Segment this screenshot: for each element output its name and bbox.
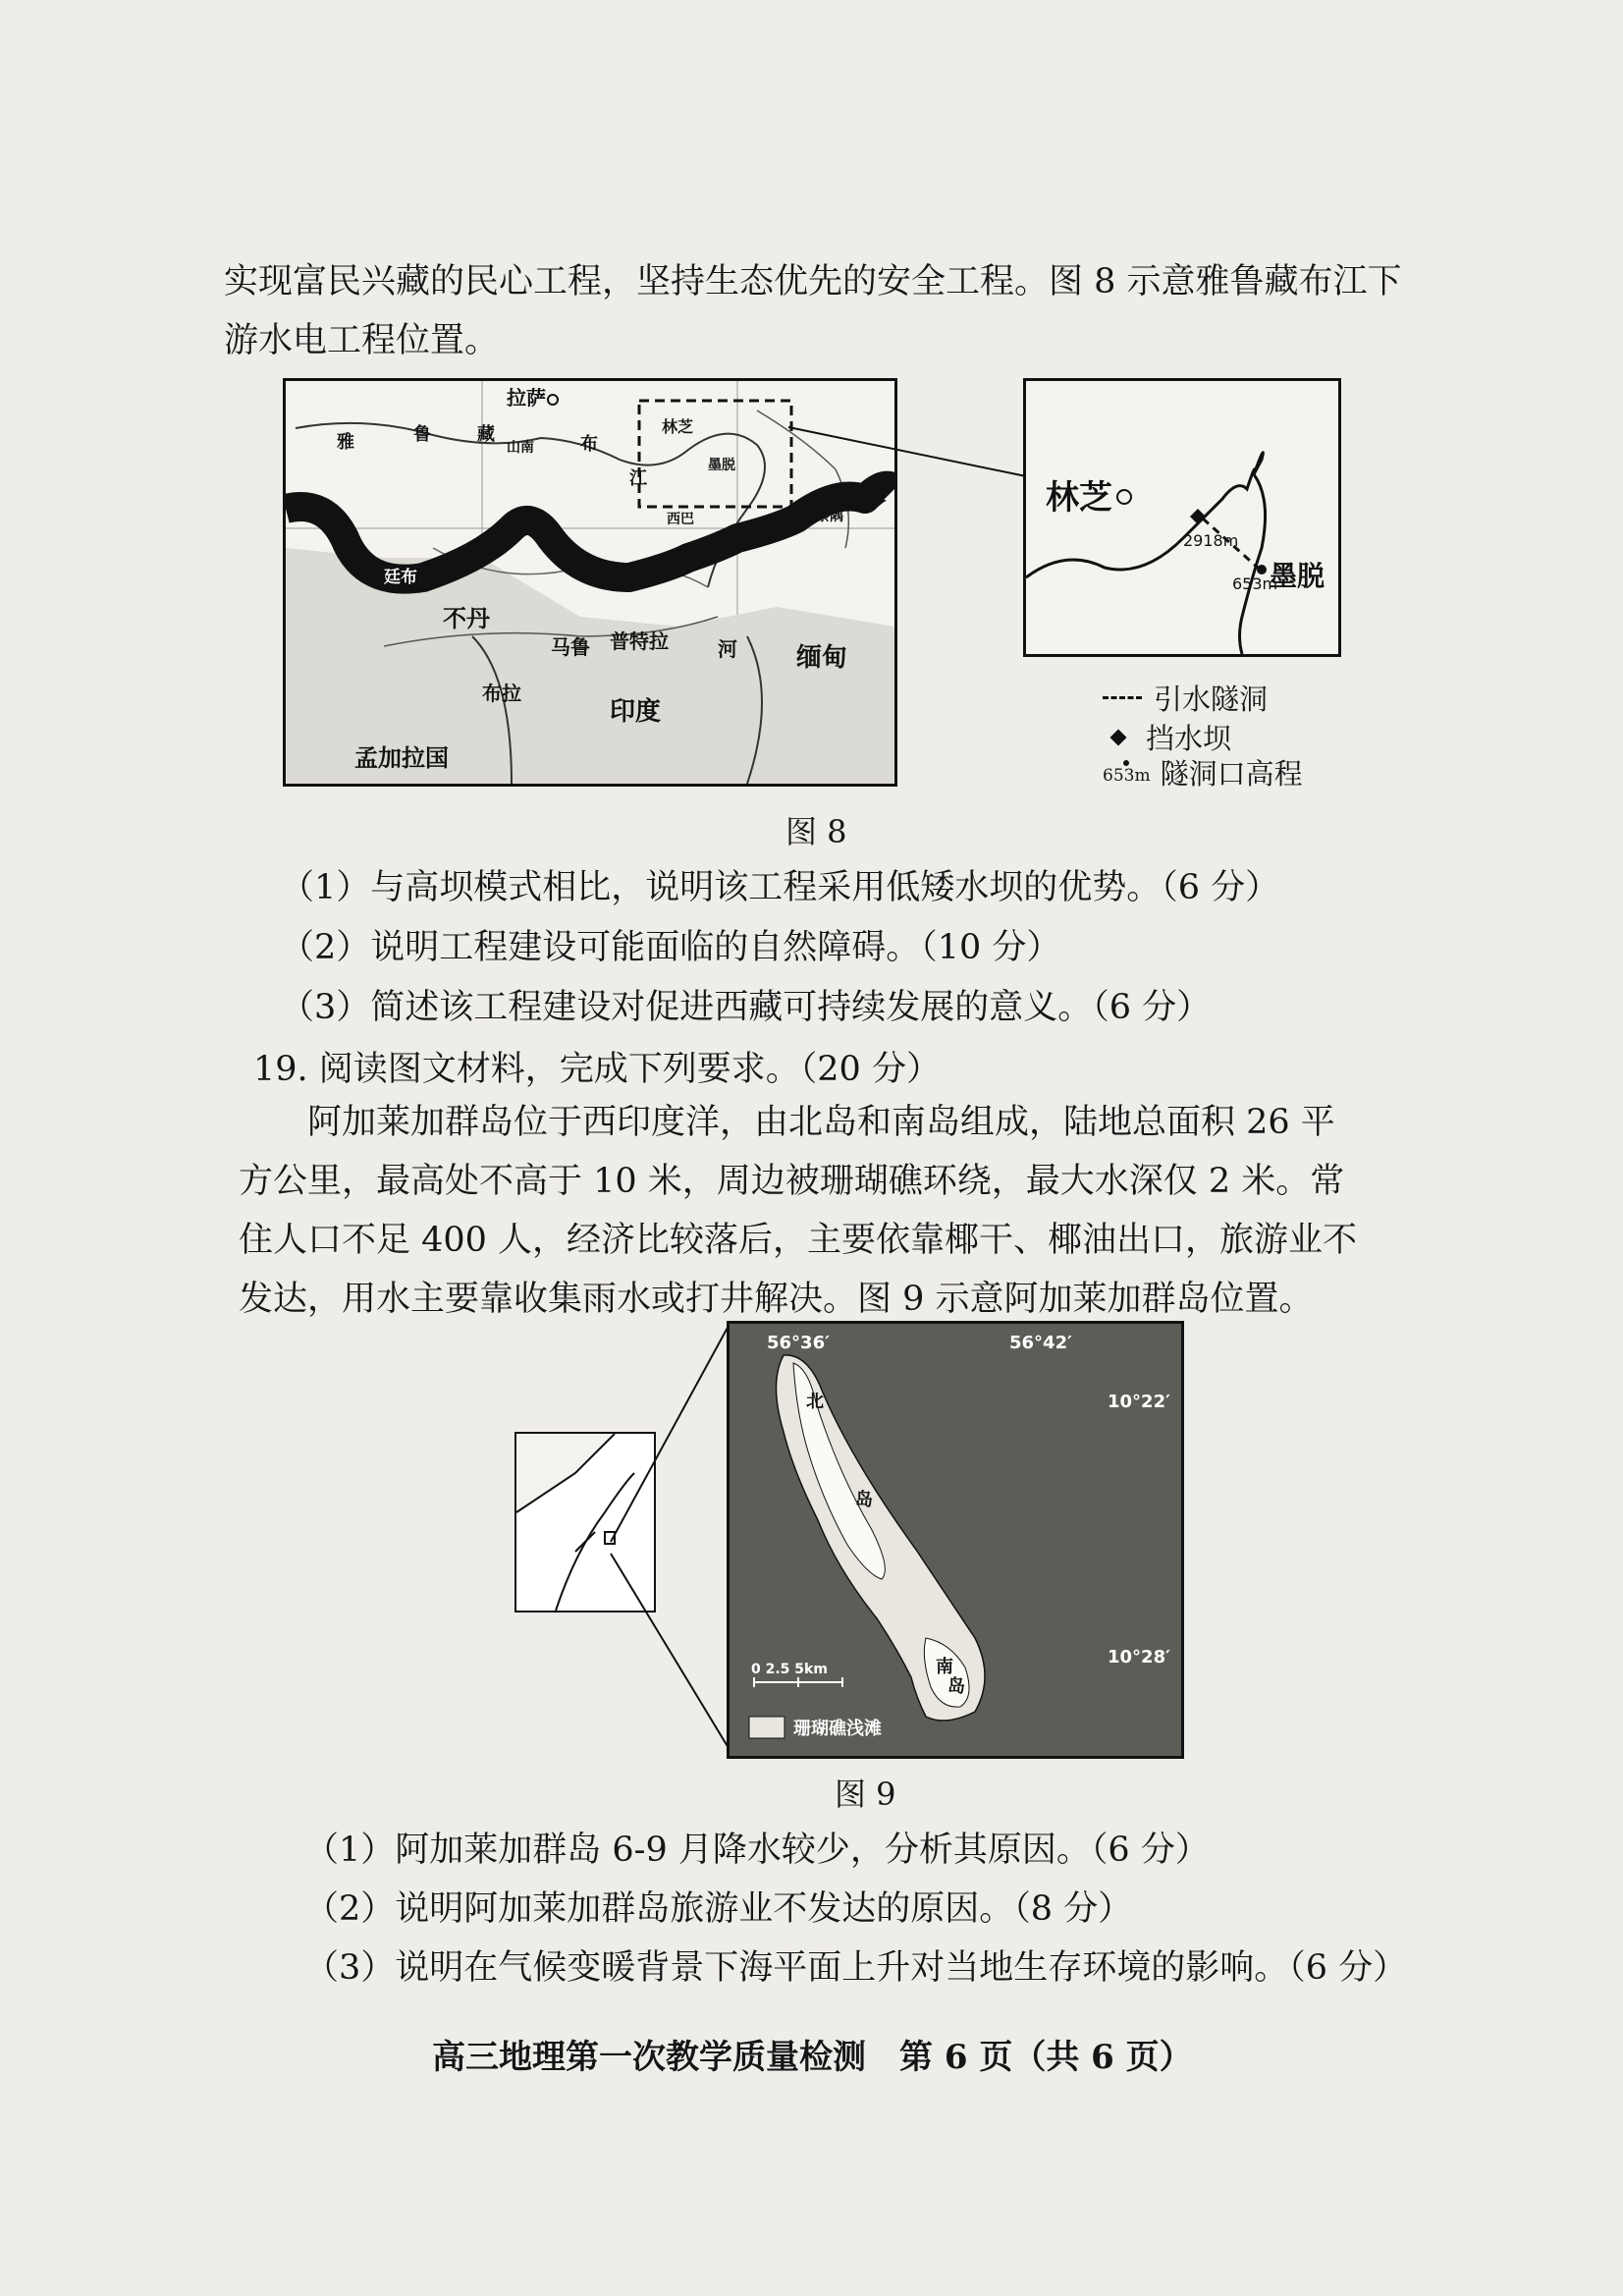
reef-legend-label: 珊瑚礁浅滩 xyxy=(793,1719,882,1739)
label-xiba: 西巴 xyxy=(667,512,694,527)
figure-8-caption: 图 8 xyxy=(785,813,847,850)
label-miandian: 缅甸 xyxy=(796,643,848,673)
q18-sub1: （1）与高坝模式相比，说明该工程采用低矮水坝的优势。（6 分） xyxy=(280,868,1280,907)
q19-paragraph: 阿加莱加群岛位于西印度洋，由北岛和南岛组成，陆地总面积 26 平方公里，最高处不高于 10 米，周边被珊瑚礁环绕，最大水深仅 2 米。常住人口不足 400 人，经济比较落后，主要依靠椰干、椰油出口，旅游业不发达，用水主要靠收集雨水或打井解决。图 9 示意阿加莱加群岛位置。 xyxy=(239,1103,1358,1319)
inset-label-medog: 墨脱 xyxy=(1270,560,1325,592)
label-tingbu: 廷布 xyxy=(384,568,417,587)
intro-line-2: 游水电工程位置。 xyxy=(224,321,500,360)
scale-label: 0 2.5 5km xyxy=(751,1662,828,1677)
label-bu: 布 xyxy=(580,434,598,455)
legend-elev-value: 653m xyxy=(1103,765,1151,786)
label-mengjiala: 孟加拉国 xyxy=(354,744,449,772)
label-putela: 普特拉 xyxy=(610,629,669,653)
q19-sub2: （2）说明阿加莱加群岛旅游业不发达的原因。（8 分） xyxy=(304,1889,1133,1929)
label-bula: 布拉 xyxy=(482,682,521,705)
q18-sub2: （2）说明工程建设可能面临的自然障碍。（10 分） xyxy=(280,928,1061,967)
label-nyingchi: 林芝 xyxy=(662,417,694,436)
lat-label-2: 10°28′ xyxy=(1108,1647,1170,1667)
label-chayu: 察隅 xyxy=(816,509,843,524)
figure-9-caption: 图 9 xyxy=(835,1776,896,1813)
figure-9-map-svg xyxy=(730,1324,1181,1756)
legend-elev-label: 隧洞口高程 xyxy=(1160,757,1303,791)
label-yindu: 印度 xyxy=(610,697,662,727)
inset-elev-2918: 2918m xyxy=(1183,531,1239,550)
figure-9-map xyxy=(727,1321,1184,1759)
label-budan: 不丹 xyxy=(443,605,490,632)
inset-elev-653: 653m xyxy=(1232,574,1278,593)
inset-label-nyingchi: 林芝 xyxy=(1046,478,1112,518)
intro-line-1: 实现富民兴藏的民心工程，坚持生态优先的安全工程。图 8 示意雅鲁藏布江下 xyxy=(224,262,1402,301)
label-zang: 藏 xyxy=(477,424,495,445)
lat-label-1: 10°22′ xyxy=(1108,1392,1170,1412)
label-he: 河 xyxy=(718,637,737,661)
north-island-char-2: 岛 xyxy=(855,1490,873,1510)
lon-label-2: 56°42′ xyxy=(1009,1333,1072,1353)
label-jiang: 江 xyxy=(629,468,647,489)
legend-dam-label: 挡水坝 xyxy=(1146,722,1232,755)
label-ya: 雅 xyxy=(337,432,354,453)
label-shannan: 山南 xyxy=(507,440,534,456)
label-malu: 马鲁 xyxy=(551,635,590,659)
label-medog: 墨脱 xyxy=(708,458,735,473)
reef-legend-swatch xyxy=(749,1717,784,1738)
south-island-char-2: 岛 xyxy=(947,1676,965,1697)
label-lu: 鲁 xyxy=(413,424,431,445)
legend-tunnel-label: 引水隧洞 xyxy=(1154,683,1269,716)
label-lhasa: 拉萨 xyxy=(507,386,546,410)
lon-label-1: 56°36′ xyxy=(767,1333,830,1353)
q19-sub1: （1）阿加莱加群岛 6-9 月降水较少，分析其原因。（6 分） xyxy=(304,1831,1210,1870)
q19-title: 19. 阅读图文材料，完成下列要求。（20 分） xyxy=(253,1050,941,1089)
q19-sub3: （3）说明在气候变暖背景下海平面上升对当地生存环境的影响。（6 分） xyxy=(304,1948,1408,1988)
north-island-char-1: 北 xyxy=(806,1392,824,1412)
q18-sub3: （3）简述该工程建设对促进西藏可持续发展的意义。（6 分） xyxy=(280,988,1212,1027)
south-island-char-1: 南 xyxy=(936,1657,953,1677)
page-footer: 高三地理第一次教学质量检测 第 6 页（共 6 页） xyxy=(432,2038,1193,2077)
